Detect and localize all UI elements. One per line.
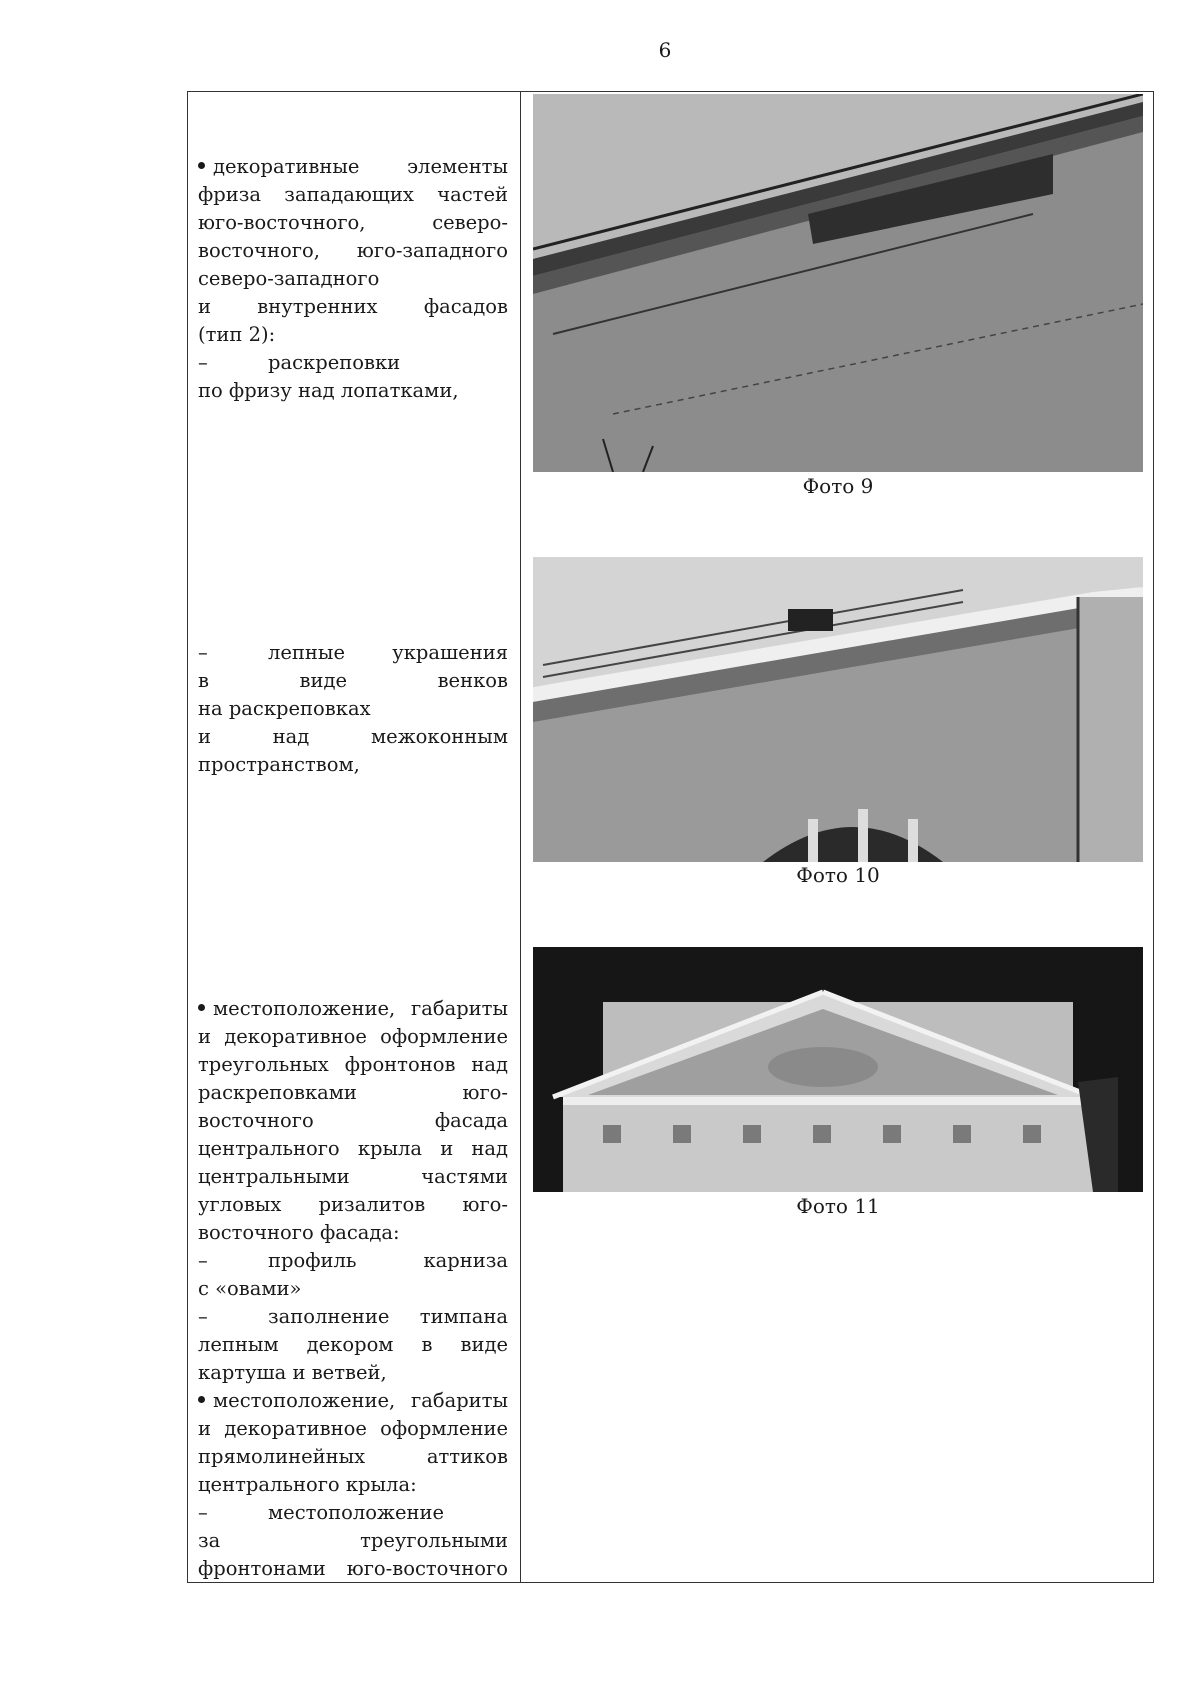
bullet-icon — [198, 1004, 205, 1011]
photo-11-caption: Фото 11 — [796, 1194, 880, 1218]
text-line: и декоративное оформление — [198, 1025, 508, 1048]
dash-marker: – — [198, 351, 208, 374]
text-line: с «овами» — [198, 1277, 302, 1300]
page-number: 6 — [658, 38, 672, 62]
text-line: и над межоконным — [198, 725, 508, 748]
bullet-icon — [198, 162, 205, 169]
text-line: в виде венков — [198, 669, 508, 692]
text-line: пространством, — [198, 753, 360, 776]
photo-9-caption: Фото 9 — [802, 474, 874, 498]
text-line: раскреповками юго- — [198, 1081, 508, 1104]
photo-10 — [533, 557, 1143, 862]
text-line: центрального крыла: — [198, 1473, 417, 1496]
text-line: фронтонами юго-восточного — [198, 1557, 508, 1580]
text-line: восточного фасада — [198, 1109, 508, 1132]
photo-9 — [533, 94, 1143, 472]
text-line: и декоративное оформление — [198, 1417, 508, 1440]
row-1-text — [198, 153, 508, 405]
text-line: центральными частями — [198, 1165, 508, 1188]
text-line: – заполнение тимпана — [198, 1303, 508, 1331]
text-line: местоположение, габариты — [198, 1387, 508, 1415]
text-line: восточного фасада: — [198, 1221, 400, 1244]
text-line: (тип 2): — [198, 323, 276, 346]
row-2-text — [198, 639, 508, 779]
text-line: – профиль карниза — [198, 1247, 508, 1275]
row-3-text — [198, 995, 508, 1583]
text-line: центрального крыла и над — [198, 1137, 508, 1160]
text-line: на раскреповках — [198, 697, 371, 720]
bullet-icon — [198, 1396, 205, 1403]
photo-10-caption: Фото 10 — [796, 863, 880, 887]
dash-marker: – — [198, 1501, 208, 1524]
text-line: лепным декором в виде — [198, 1333, 508, 1356]
text-line: северо-западного — [198, 267, 380, 290]
text-line: треугольных фронтонов над — [198, 1053, 508, 1076]
text-line: и внутренних фасадов — [198, 295, 508, 318]
text-line: за треугольными — [198, 1529, 508, 1552]
document-table — [187, 91, 1154, 1583]
text-line: фриза западающих частей — [198, 183, 508, 206]
column-divider — [520, 92, 521, 1582]
photo-11 — [533, 947, 1143, 1192]
dash-marker: – — [198, 1249, 208, 1272]
text-line: – лепные украшения — [198, 639, 508, 667]
text-line: декоративные элементы — [198, 153, 508, 181]
text-line: восточного, юго-западного — [198, 239, 508, 262]
text-line: – раскреповки — [198, 349, 508, 377]
dash-marker: – — [198, 1305, 208, 1328]
text-line: прямолинейных аттиков — [198, 1445, 508, 1468]
text-line: – местоположение — [198, 1499, 508, 1527]
text-line: картуша и ветвей, — [198, 1361, 387, 1384]
text-line: местоположение, габариты — [198, 995, 508, 1023]
dash-marker: – — [198, 641, 208, 664]
text-line: угловых ризалитов юго- — [198, 1193, 508, 1216]
text-line: юго-восточного, северо- — [198, 211, 508, 234]
text-line: по фризу над лопатками, — [198, 379, 459, 402]
